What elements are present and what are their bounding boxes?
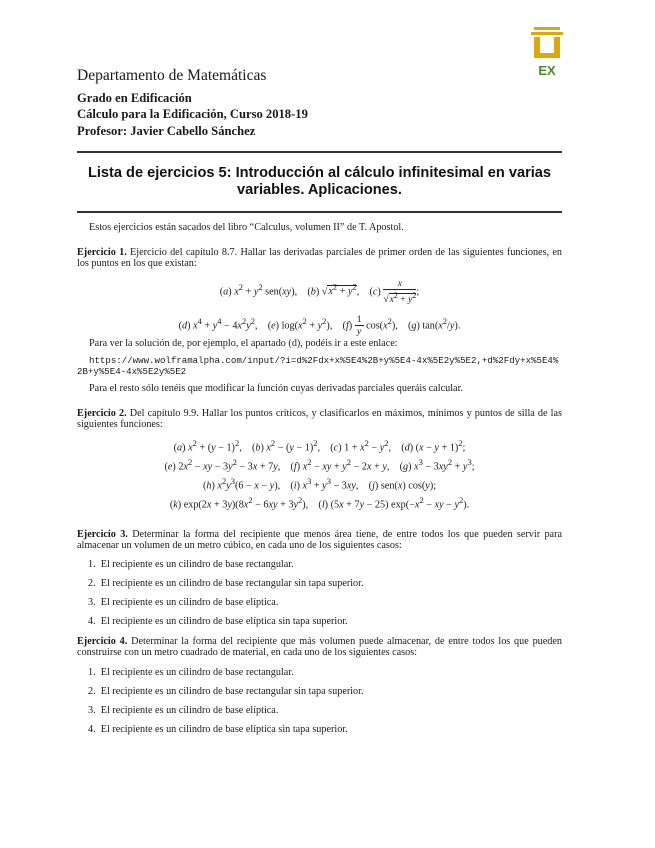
intro-text: Estos ejercicios están sacados del libro “Calculus, volumen II” de T. Apostol. <box>89 222 404 233</box>
professor-name: Profesor: Javier Cabello Sánchez <box>77 124 256 138</box>
exercise-2-text: Del capítulo 9.9. Hallar los puntos críticos, y clasificarlos en máximos, mínimos y puntos de silla de las siguientes funciones: <box>77 408 562 430</box>
exercise-2-formulas-row4: (k) $\exp(2x + 3y)(8x^2 - 6xy + 3y^2)$, (l) (5x + 7y − 25) $\exp(-x^2$ − xy − $y^2$). <box>169 495 470 511</box>
exercise-3-label: Ejercicio 3. <box>77 529 128 540</box>
exercise-4-statement <box>77 636 562 658</box>
exercise-3-item-4: 4. El recipiente es un cilindro de base elíptica sin tapa superior. <box>88 616 348 627</box>
university-logo <box>530 27 564 79</box>
wolfram-link-line-1[interactable]: https://www.wolframalpha.com/input/?i=d%2Fdx+x%5E4%2B+y%5E4-4x%5E2y%5E2,+d%2Fdy+x%5E4% <box>89 355 559 366</box>
exercise-4-label: Ejercicio 4. <box>77 636 128 647</box>
exercise-1-text: Ejercicio del capítulo 8.7. Hallar las derivadas parciales de primer orden de las siguientes funciones, en los puntos en los que existan: <box>77 247 562 269</box>
exercise-4-item-1: 1. El recipiente es un cilindro de base rectangular. <box>88 667 294 678</box>
title-rule <box>77 211 562 213</box>
logo-text: EX <box>538 63 556 78</box>
exercise-1-note: Para ver la solución de, por ejemplo, el apartado (d), podéis ir a este enlace: <box>89 338 398 349</box>
top-rule <box>77 151 562 153</box>
exercise-1-rest: Para el resto sólo tenéis que modificar la función cuyas derivadas parciales queráis calcular. <box>89 383 463 394</box>
exercise-4-text: Determinar la forma del recipiente que más volumen puede almacenar, de entre todos los que pueden construirse con un metro cuadrado de material, en cada uno de los siguientes casos: <box>77 636 562 658</box>
exercise-2-statement <box>77 408 562 430</box>
exercise-1-formulas-row2: (d) $x^4 + y^4 - 4x^2y^2$, (e) $\log(x^2 + y^2)$, (f) $\frac{1}{y}$ $\cos(x^2)$, (g) $\tan(x^2/y)$. <box>178 314 461 337</box>
exercise-4-item-2: 2. El recipiente es un cilindro de base rectangular sin tapa superior. <box>88 686 364 697</box>
exercise-2-formulas-row2: (e) $2x^2$ − xy − $3y^2 - 3x + 7y$, (f) $x^2$ − xy + $y^2 - 2x + y$, (g) $x^3 - 3xy^2 + y^3$; <box>164 457 475 473</box>
exercise-3-text: Determinar la forma del recipiente que menos área tiene, de entre todos los que pueden servir para almacenar un volumen de un metro cúbico, en cada uno de los siguientes casos: <box>77 529 562 551</box>
exercise-4-item-4: 4. El recipiente es un cilindro de base elíptica sin tapa superior. <box>88 724 348 735</box>
department-name: Departamento de Matemáticas <box>77 67 267 84</box>
wolfram-link[interactable] <box>89 355 569 366</box>
exercise-2-label: Ejercicio 2. <box>77 408 127 419</box>
page-title: Lista de ejercicios 5: Introducción al cálculo infinitesimal en varias variables. Aplicaciones. <box>87 165 552 198</box>
exercise-3-item-2: 2. El recipiente es un cilindro de base rectangular sin tapa superior. <box>88 578 364 589</box>
wolfram-link-line-2[interactable]: 2B+y%5E4-4x%5E2y%5E2 <box>77 366 187 377</box>
exercise-1-statement <box>77 247 562 269</box>
exercise-3-item-1: 1. El recipiente es un cilindro de base rectangular. <box>88 559 294 570</box>
exercise-2-formulas-row1: (a) $x^2 + (y - 1)^2$, (b) $x^2 - (y - 1)^2$, (c) $1 + x^2 - y^2$, (d) $(x - y + 1)^2$; <box>173 438 466 454</box>
exercise-4-item-3: 3. El recipiente es un cilindro de base elíptica. <box>88 705 279 716</box>
exercise-1-label: Ejercicio 1. <box>77 247 127 258</box>
uex-logo-icon <box>530 27 564 79</box>
exercise-2-formulas-row3: (h) $x^2y^3(6 - x - y)$, (i) $x^3 + y^3 - 3xy$, (j) sen(x) cos(y); <box>202 476 437 492</box>
degree-name: Grado en Edificación <box>77 91 192 105</box>
exercise-1-formulas-row1: (a) $x^2 + y^2$ sen(xy), (b) $√x^2 + y^2$, (c) $\frac{x}{√x^2 + y^2}$ ; <box>219 278 420 306</box>
exercise-3-item-3: 3. El recipiente es un cilindro de base elíptica. <box>88 597 279 608</box>
course-name: Cálculo para la Edificación, Curso 2018-19 <box>77 107 308 121</box>
exercise-3-statement <box>77 529 562 551</box>
